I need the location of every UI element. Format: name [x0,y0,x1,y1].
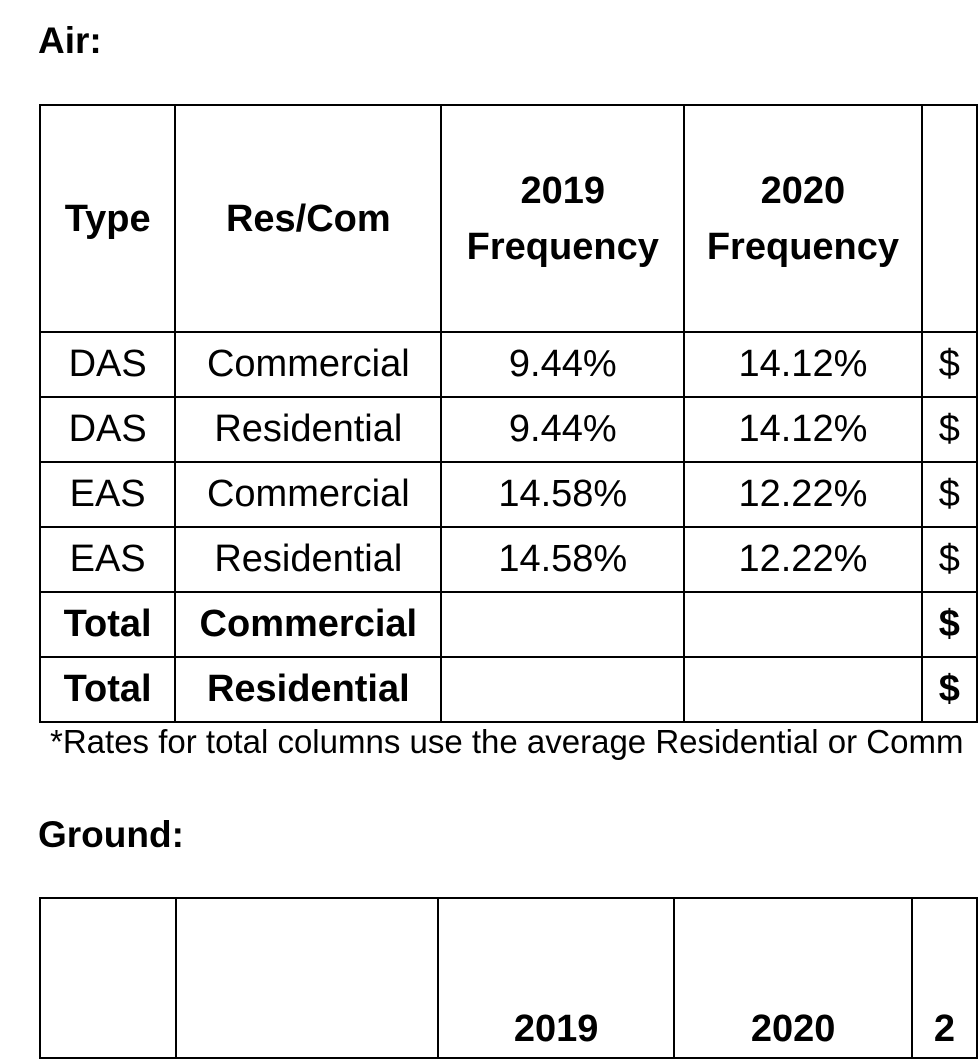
header-res-com: Res/Com [175,105,441,332]
header-next-column [922,105,977,332]
cell-2019-frequency [441,657,684,722]
cell-res-com: Commercial [175,462,441,527]
cell-next-column: $ [922,462,977,527]
cell-next-column: $ [922,657,977,722]
ground-header-row [40,898,977,1058]
rates-footnote: *Rates for total columns use the average Residential or Comm [50,723,964,760]
header-2020-line2: Frequency [706,225,900,268]
cell-res-com: Residential [175,397,441,462]
air-header-row [40,105,977,332]
cell-2020-frequency [684,657,922,722]
cell-2020-frequency [684,592,922,657]
cell-next-column: $ [922,592,977,657]
ground-header-res-com [176,898,438,1058]
header-2019-line1: 2019 [520,169,606,212]
table-row-total [40,657,977,722]
cell-res-com: Commercial [175,332,441,397]
cell-2020-frequency: 12.22% [684,527,922,592]
ground-table [39,897,978,1059]
cell-res-com: Commercial [175,592,441,657]
cell-next-column: $ [922,527,977,592]
cell-type: Total [40,592,175,657]
cell-2020-frequency: 14.12% [684,397,922,462]
ground-header-2020: 2020 [674,898,911,1058]
air-section-title: Air: [38,20,102,61]
air-table [39,104,978,723]
ground-header-next-column: 2 [912,898,977,1058]
cell-type: EAS [40,462,175,527]
table-row [40,332,977,397]
cell-res-com: Residential [175,657,441,722]
header-2020-line1: 2020 [760,169,846,212]
header-2019-line2: Frequency [466,225,659,268]
cell-next-column: $ [922,332,977,397]
ground-section-title: Ground: [38,814,184,855]
cell-2019-frequency: 9.44% [441,397,684,462]
cell-2019-frequency: 14.58% [441,527,684,592]
cell-2019-frequency [441,592,684,657]
cell-2019-frequency: 9.44% [441,332,684,397]
cell-2020-frequency: 12.22% [684,462,922,527]
cell-type: DAS [40,332,175,397]
table-row [40,397,977,462]
ground-header-type [40,898,176,1058]
cell-type: DAS [40,397,175,462]
cell-2019-frequency: 14.58% [441,462,684,527]
table-row-total [40,592,977,657]
cell-next-column: $ [922,397,977,462]
header-2020-frequency [684,105,922,332]
cell-type: EAS [40,527,175,592]
table-row [40,462,977,527]
cell-type: Total [40,657,175,722]
cell-res-com: Residential [175,527,441,592]
cell-2020-frequency: 14.12% [684,332,922,397]
header-type: Type [40,105,175,332]
table-row [40,527,977,592]
header-2019-frequency [441,105,684,332]
ground-header-2019: 2019 [438,898,674,1058]
